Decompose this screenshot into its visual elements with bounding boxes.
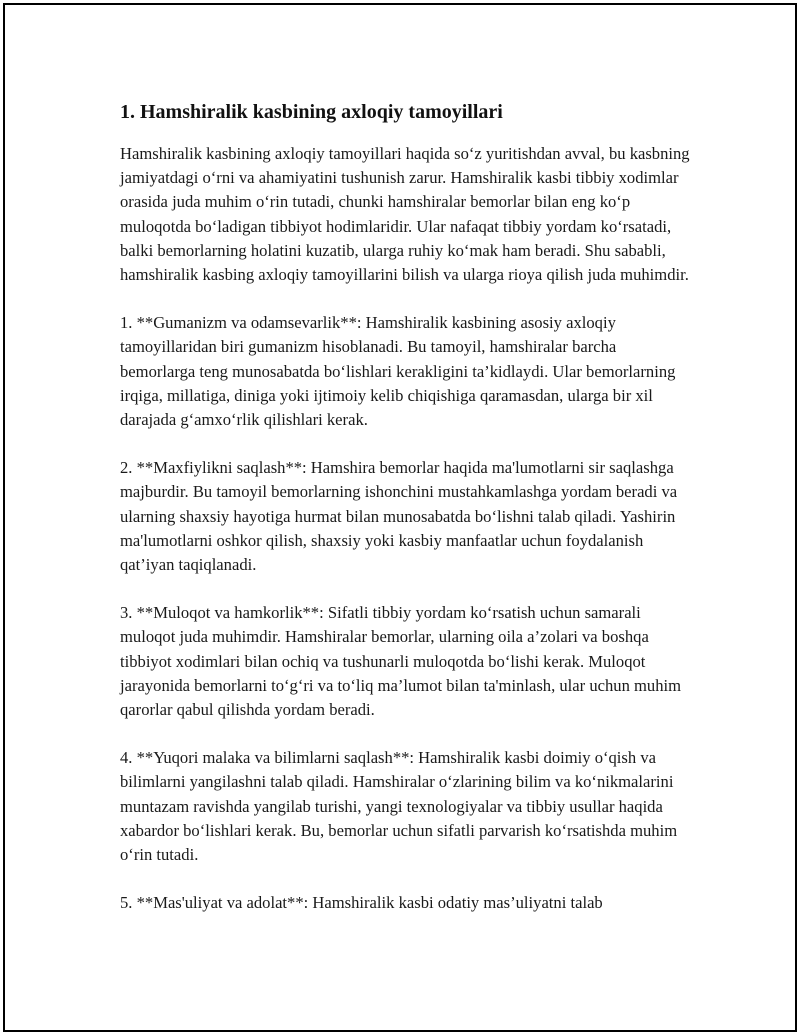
document-body	[120, 99, 690, 939]
section-heading: 1. Hamshiralik kasbining axloqiy tamoyillari	[120, 101, 503, 123]
principle-paragraph-4: 4. **Yuqori malaka va bilimlarni saqlash**: Hamshiralik kasbi doimiy o‘qish va bilimlarni yangilashni talab qiladi. Hamshiralar o‘zlarining bilim va ko‘nikmalarini muntazam ravishda yangilab turishi, yangi texnologiyalar va tibbiy usullar haqida xabardor bo‘lishlari kerak. Bu, bemorlar uchun sifatli parvarish ko‘rsatishda muhim o‘rin tutadi.	[120, 748, 678, 865]
principle-paragraph-2: 2. **Maxfiylikni saqlash**: Hamshira bemorlar haqida ma'lumotlarni sir saqlashga majburdir. Bu tamoyil bemorlarning ishonchini mustahkamlashga yordam beradi va ularning shaxsiy hayotiga hurmat bilan munosabatda bo‘lishni talab qiladi. Yashirin ma'lumotlarni oshkor qilish, shaxsiy yoki kasbiy manfaatlar uchun foydalanish qat’iyan taqiqlanadi.	[120, 458, 678, 575]
principle-paragraph-5: 5. **Mas'uliyat va adolat**: Hamshiralik kasbi odatiy mas’uliyatni talab	[120, 893, 603, 913]
principle-paragraph-1: 1. **Gumanizm va odamsevarlik**: Hamshiralik kasbining asosiy axloqiy tamoyillaridan biri gumanizm hisoblanadi. Bu tamoyil, hamshiralar barcha bemorlarga teng munosabatda bo‘lishlari kerakligini ta’kidlaydi. Ular bemorlarning irqiga, millatiga, diniga yoki ijtimoiy kelib chiqishiga qaramasdan, ularga bir xil darajada g‘amxo‘rlik qilishlari kerak.	[120, 313, 676, 430]
intro-paragraph: Hamshiralik kasbining axloqiy tamoyillari haqida so‘z yuritishdan avval, bu kasbning jamiyatdagi o‘rni va ahamiyatini tushunish zarur. Hamshiralik kasbi tibbiy xodimlar orasida juda muhim o‘rin tutadi, chunki hamshiralar bemorlar bilan eng ko‘p muloqotda bo‘ladigan tibbiyot hodimlaridir. Ular nafaqat tibbiy yordam ko‘rsatadi, balki bemorlarning holatini kuzatib, ularga ruhiy ko‘mak ham beradi. Shu sababli, hamshiralik kasbing axloqiy tamoyillarini bilish va ularga rioya qilish juda muhimdir.	[120, 144, 690, 285]
principle-paragraph-3: 3. **Muloqot va hamkorlik**: Sifatli tibbiy yordam ko‘rsatish uchun samarali muloqot juda muhimdir. Hamshiralar bemorlar, ularning oila a’zolari va boshqa tibbiyot xodimlari bilan ochiq va tushunarli muloqotda bo‘lishi kerak. Muloqot jarayonida bemorlarni to‘g‘ri va to‘liq ma’lumot bilan ta'minlash, ular uchun muhim qarorlar qabul qilishda yordam beradi.	[120, 603, 682, 720]
document-page	[3, 3, 797, 1032]
